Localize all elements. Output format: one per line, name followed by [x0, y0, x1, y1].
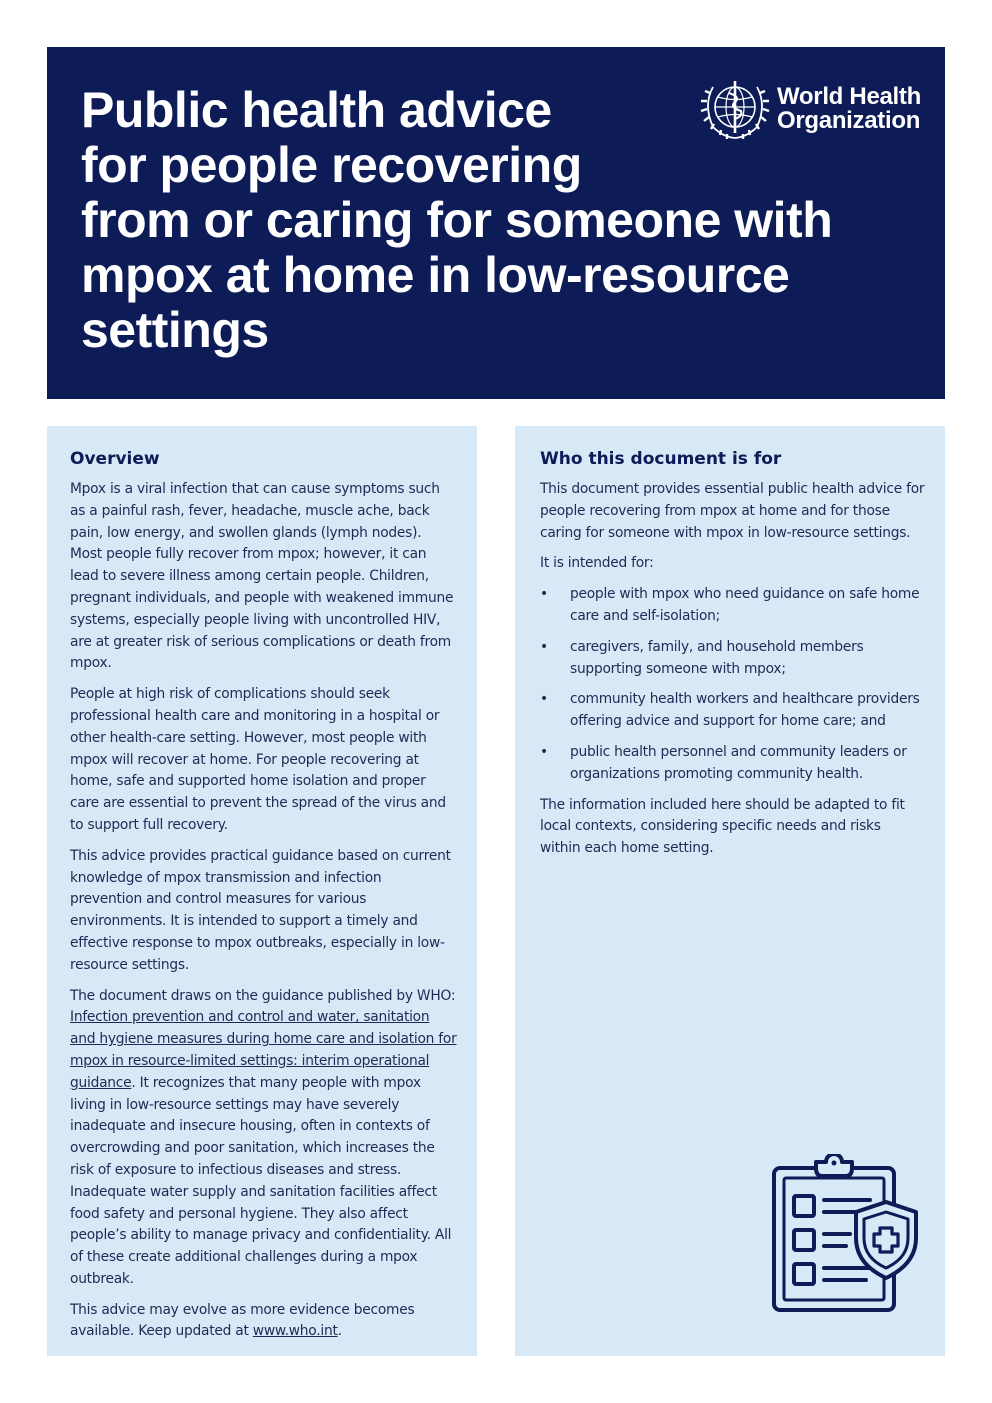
header-banner: [47, 47, 945, 399]
clipboard-medical-shield-icon: [770, 1154, 922, 1314]
list-item-text: people with mpox who need guidance on safe home care and self-isolation;: [570, 586, 920, 624]
title-line: for people recovering: [81, 137, 582, 193]
audience-paragraph: It is intended for:: [540, 555, 654, 572]
title-line: settings: [81, 302, 269, 358]
bullet-icon: •: [540, 691, 548, 708]
logo-line: Organization: [777, 107, 921, 134]
audience-paragraph: This document provides essential public health advice for people recovering from mpox at home and for those caring for someone with mpox in low-resource settings.: [540, 481, 925, 541]
list-item: [540, 689, 925, 733]
list-item-text: community health workers and healthcare providers offering advice and support for home care; and: [570, 691, 920, 730]
overview-heading: Overview: [70, 449, 160, 469]
who-emblem-icon: [697, 75, 773, 143]
list-item: [540, 584, 925, 628]
list-item-text: public health personnel and community leaders or organizations promoting community health.: [570, 743, 907, 782]
who-wordmark: [777, 85, 921, 133]
guidance-link[interactable]: Infection prevention and control and water, sanitation and hygiene measures during home care and isolation for mpox in resource-limited settings: interim operational guidance: [70, 1009, 457, 1091]
list-item-text: caregivers, family, and household members supporting someone with mpox;: [570, 638, 864, 677]
overview-panel: [47, 426, 477, 1356]
audience-panel: [515, 426, 945, 1356]
title-line: Public health advice: [81, 82, 552, 138]
overview-paragraph: [70, 986, 457, 1291]
list-item: [540, 742, 925, 786]
bullet-icon: •: [540, 586, 548, 603]
overview-paragraph: This advice provides practical guidance based on current knowledge of mpox transmission and infection prevention and control measures for various environments. It is intended to support a timely and effective response to mpox outbreaks, especially in low-resource settings.: [70, 847, 451, 973]
overview-paragraph: [70, 1300, 457, 1344]
audience-heading: Who this document is for: [540, 449, 782, 469]
title-line: mpox at home in low-resource: [81, 247, 790, 303]
paragraph-text: .: [337, 1323, 342, 1340]
logo-line: World Health: [777, 83, 921, 110]
bullet-icon: •: [540, 743, 548, 760]
paragraph-text: This advice may evolve as more evidence becomes available. Keep updated at: [70, 1301, 415, 1340]
bullet-icon: •: [540, 638, 548, 655]
title-line: from or caring for someone with: [81, 192, 833, 248]
who-website-link[interactable]: www.who.int: [252, 1323, 338, 1340]
overview-paragraph: People at high risk of complications should seek professional health care and monitoring in a hospital or other health-care setting. However, most people with mpox will recover at home. For people recovering at home, safe and supported home isolation and proper care are essential to prevent the spread of the virus and to support full recovery.: [70, 686, 446, 833]
who-logo: [697, 75, 922, 143]
list-item: [540, 637, 925, 681]
audience-paragraph: The information included here should be adapted to fit local contexts, considering specific needs and risks within each home setting.: [540, 796, 905, 857]
overview-paragraph: Mpox is a viral infection that can cause symptoms such as a painful rash, fever, headache, muscle ache, back pain, low energy, and swollen glands (lymph nodes). Most people fully recover from mpox; however, it can lead to severe illness among certain people. Children, pregnant individuals, and people with weakened immune systems, especially people living with uncontrolled HIV, are at greater risk of serious complications or death from mpox.: [70, 481, 454, 672]
audience-list: [540, 584, 925, 785]
paragraph-text: . It recognizes that many people with mpox living in low-resource settings may have severely inadequate and insecure housing, often in contexts of overcrowding and poor sanitation, which increases the risk of exposure to infectious diseases and stress. Inadequate water supply and sanitation facilities affect food safety and personal hygiene. They also affect people’s ability to manage privacy and confidentiality. All of these create additional challenges during a mpox outbreak.: [70, 1074, 452, 1287]
paragraph-text: The document draws on the guidance published by WHO:: [70, 987, 456, 1004]
